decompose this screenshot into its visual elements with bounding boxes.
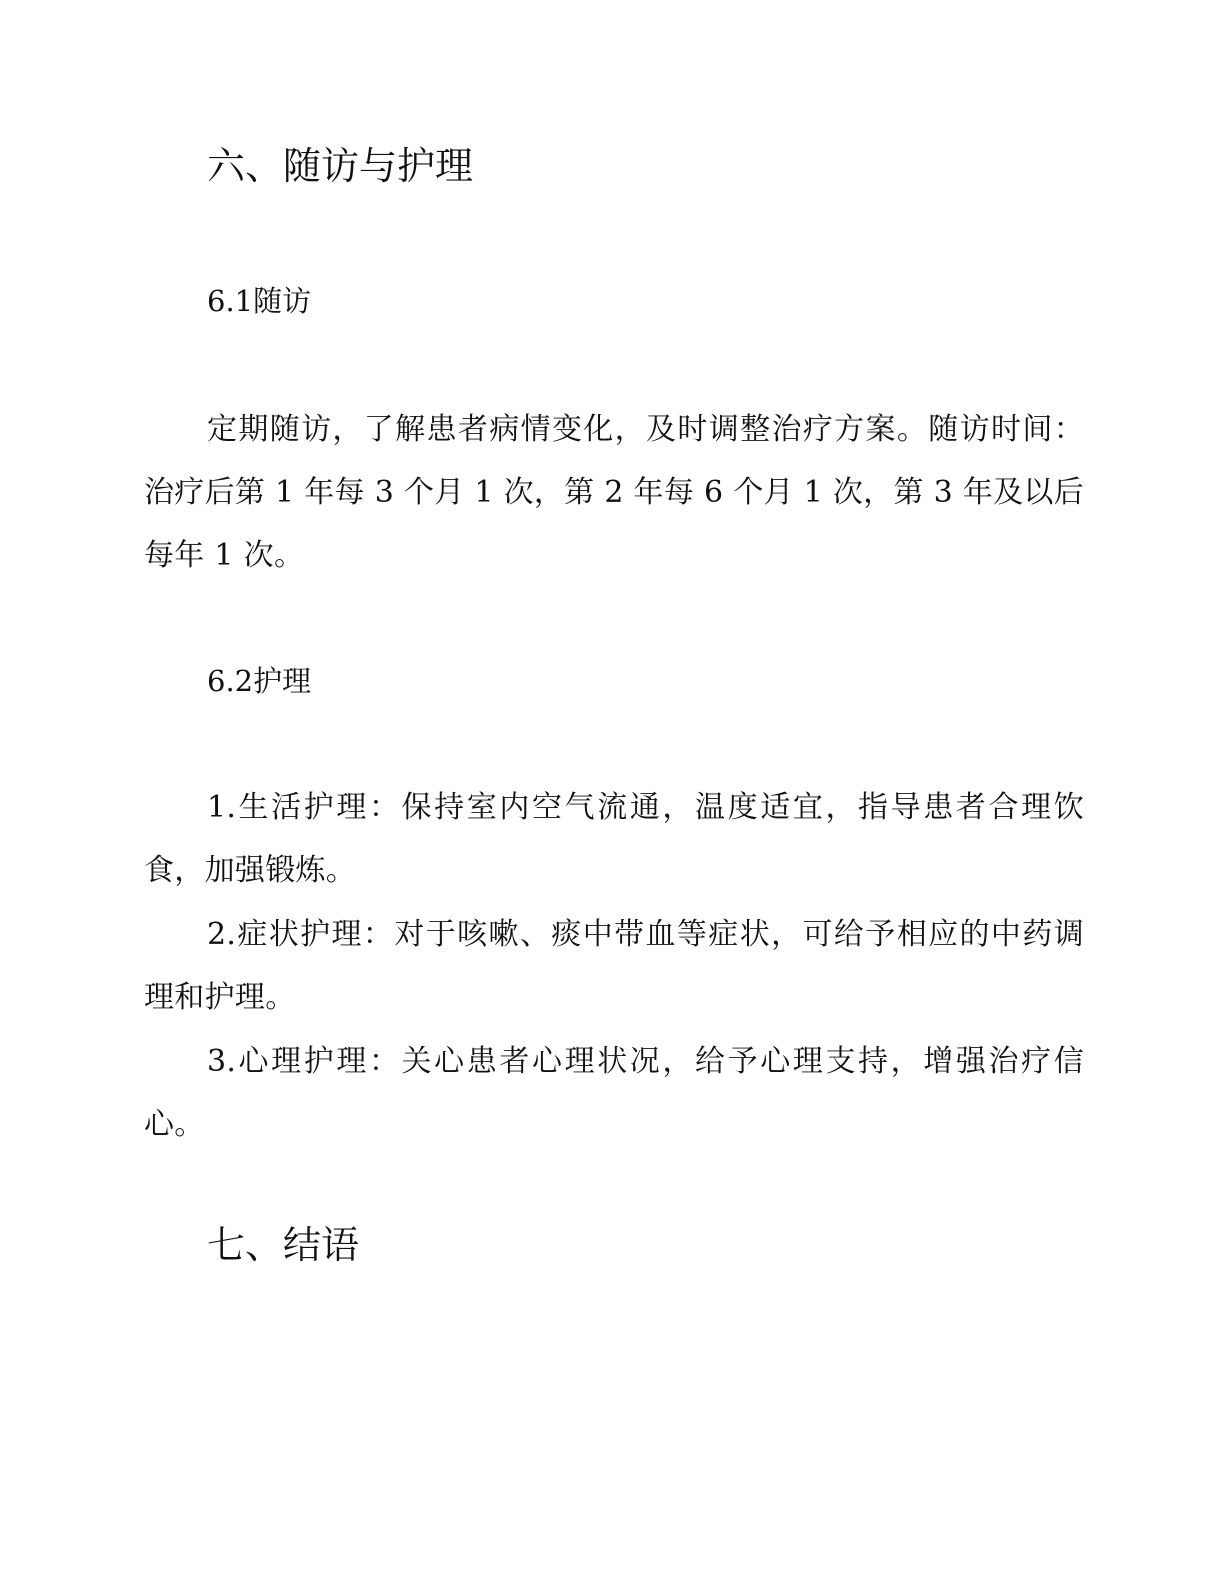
- care-item-psychological: 3.心理护理：关心患者心理状况，给予心理支持，增强治疗信心。: [144, 1044, 1084, 1142]
- subsection-heading-follow-up: 6.1随访: [207, 284, 312, 318]
- subsection-heading-care: 6.2护理: [207, 664, 312, 698]
- care-item-symptoms: 2.症状护理：对于咳嗽、痰中带血等症状，可给予相应的中药调理和护理。: [144, 917, 1084, 1015]
- section-heading-conclusion: 七、结语: [207, 1223, 360, 1267]
- section-heading-follow-up-and-care: 六、随访与护理: [207, 144, 474, 188]
- care-item-daily-life: 1.生活护理：保持室内空气流通，温度适宜，指导患者合理饮食，加强锻炼。: [144, 790, 1084, 888]
- follow-up-paragraph: 定期随访，了解患者病情变化，及时调整治疗方案。随访时间：治疗后第 1 年每 3 个月 1 次，第 2 年每 6 个月 1 次，第 3 年及以后每年 1 次。: [144, 412, 1085, 573]
